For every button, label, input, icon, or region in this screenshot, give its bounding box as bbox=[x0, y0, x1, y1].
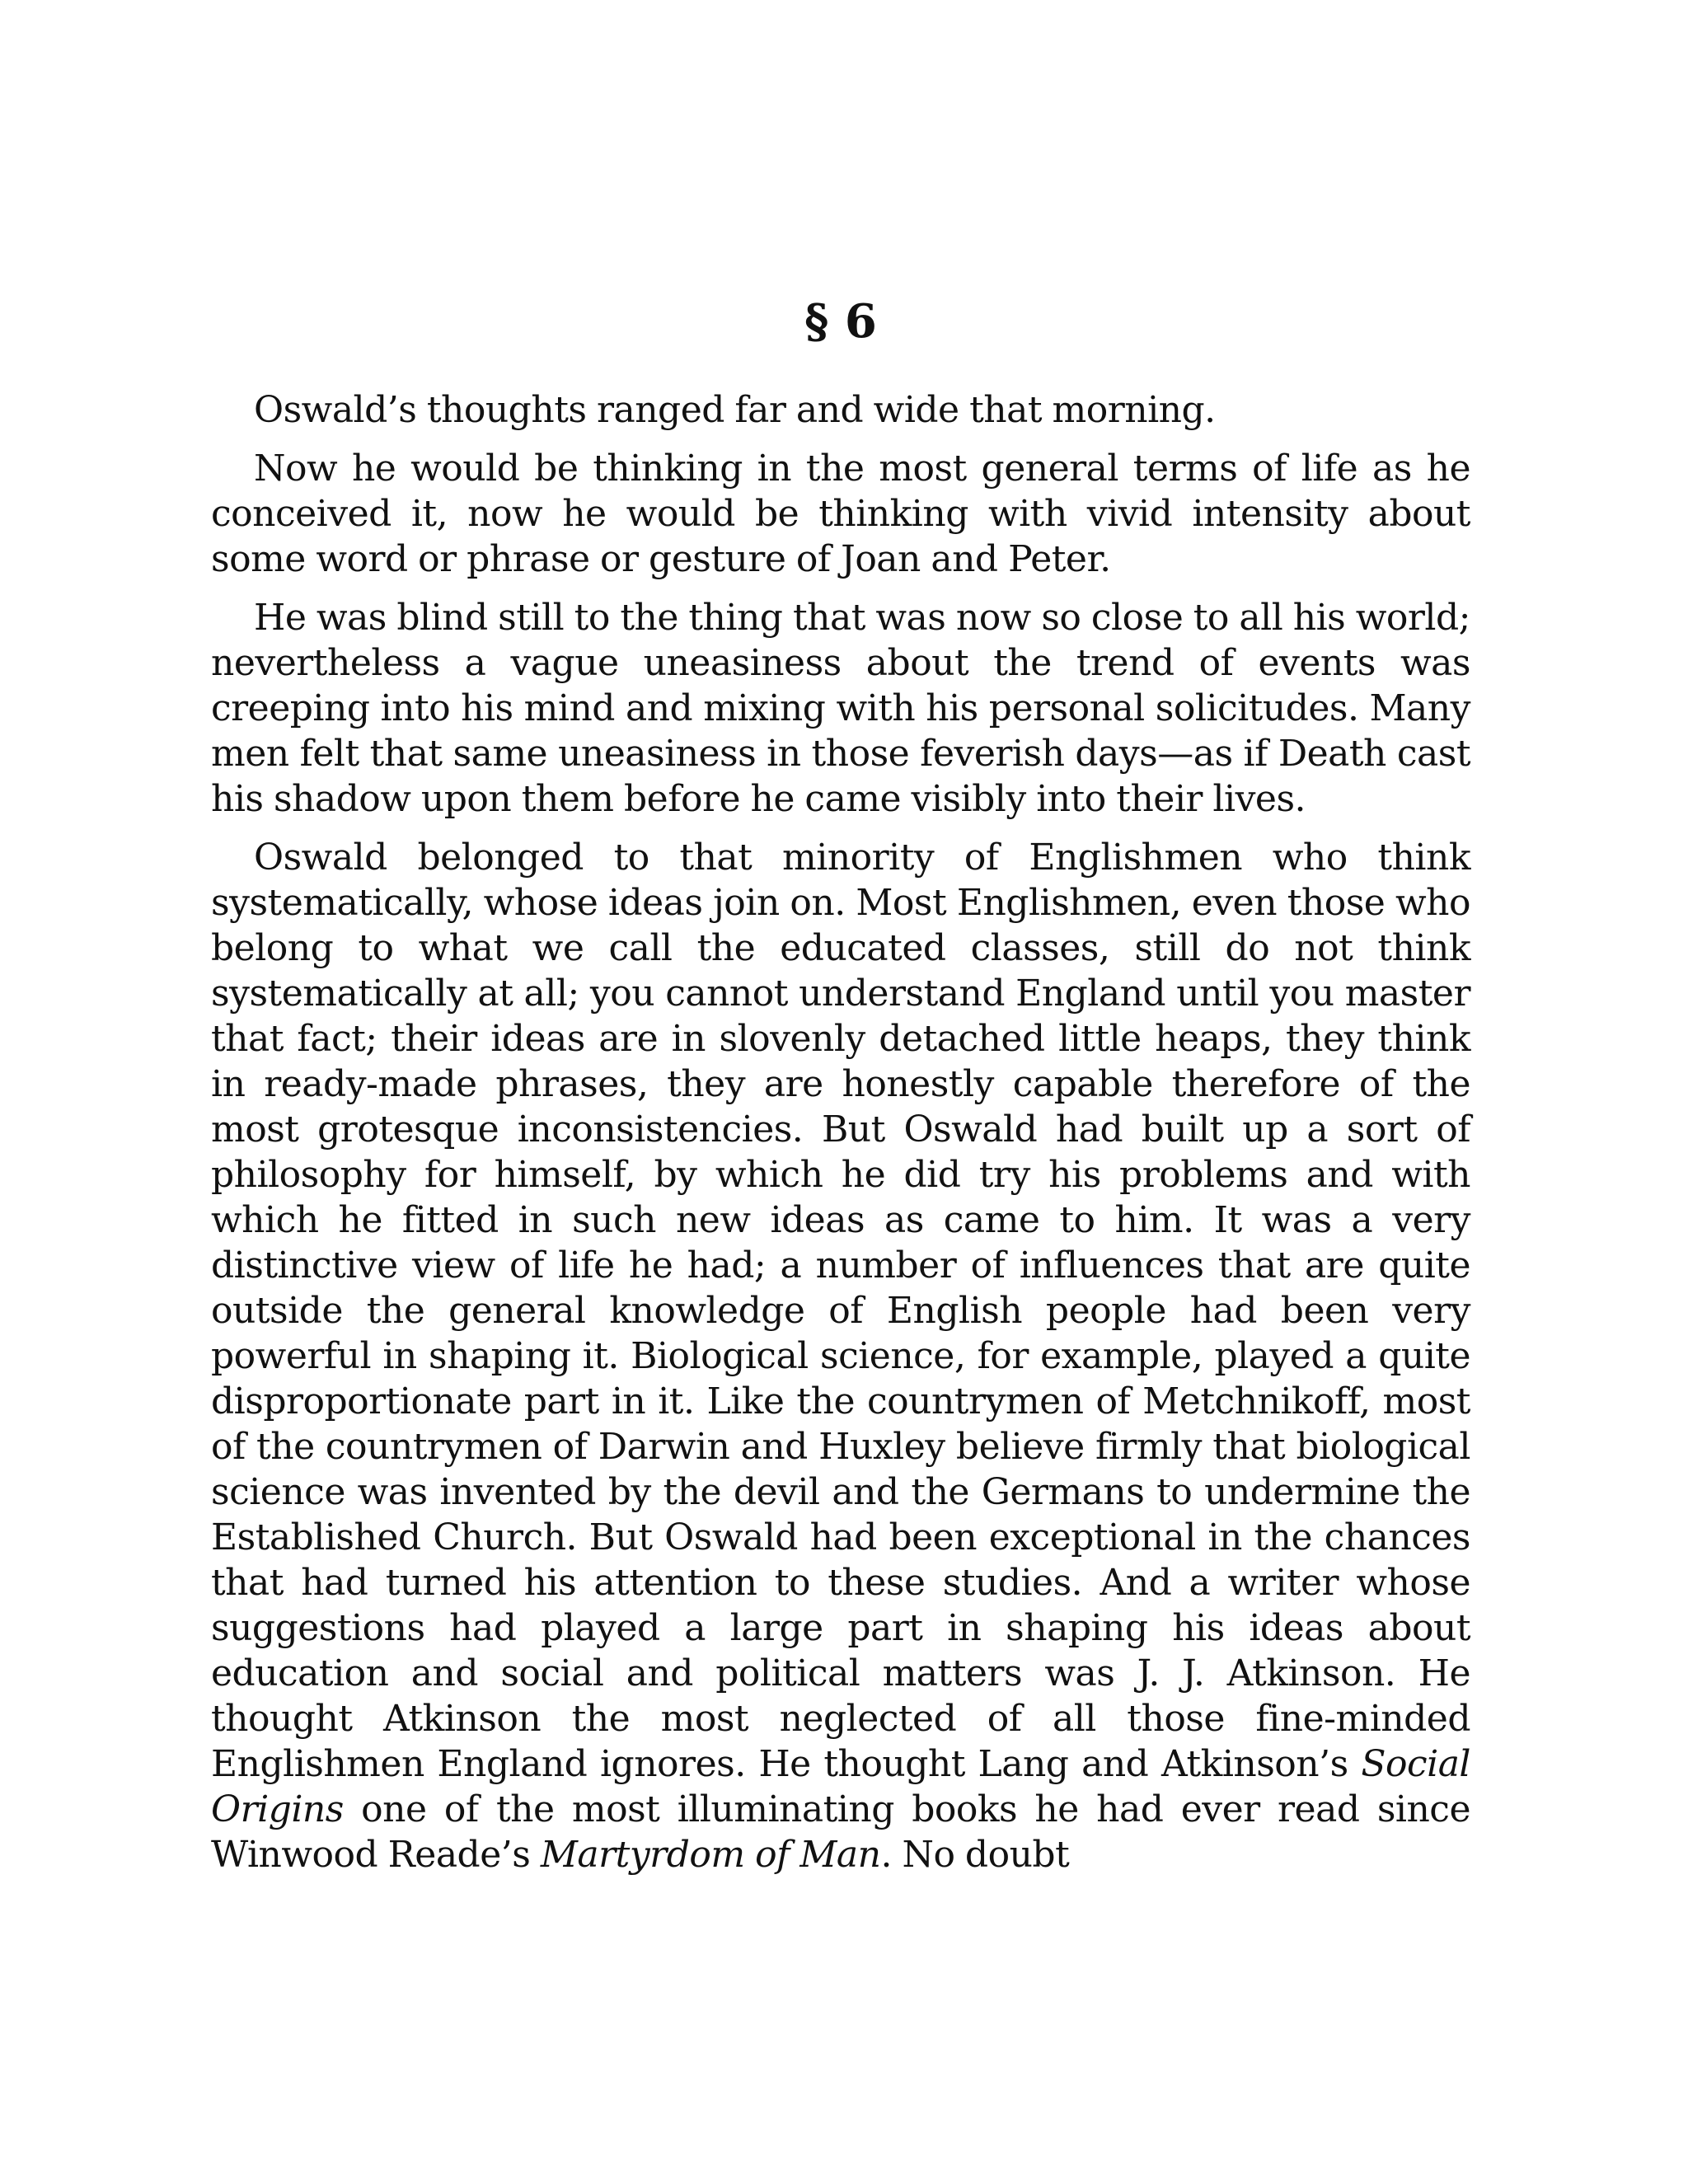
paragraph-4 bbox=[211, 835, 1470, 1877]
book-title-martyrdom-of-man: Martyrdom of Man bbox=[540, 1834, 881, 1876]
section-heading: § 6 bbox=[804, 294, 877, 349]
paragraph-4-text-1: Oswald belonged to that minority of Englishmen who think systematically, whose ideas join on. Most Englishmen, even those who belong to what we call the educated classes, still do not think systematically at all; you cannot understand England until you master that fact; their ideas are in slovenly detached little heaps, they think in ready-made phrases, they are honestly capable therefore of the most grotesque inconsistencies. But Oswald had built up a sort of philosophy for himself, by which he did try his problems and with which he fitted in such new ideas as came to him. It was a very distinctive view of life he had; a number of influences that are quite outside the general knowledge of English people had been very powerful in shaping it. Biological science, for example, played a quite disproportionate part in it. Like the countrymen of Metchnikoff, most of the countrymen of Darwin and Huxley believe firmly that biological science was invented by the devil and the Germans to undermine the Established Church. But Oswald had been exceptional in the chances that had turned his attention to these studies. And a writer whose suggestions had played a large part in shaping his ideas about education and social and political matters was J. J. Atkinson. He thought Atkinson the most neglected of all those fine-minded Englishmen England ignores. He thought Lang and Atkinson’s bbox=[211, 837, 1470, 1785]
book-title-social-origins: Social Origins bbox=[211, 1743, 1470, 1830]
paragraph-2: Now he would be thinking in the most general terms of life as he conceived it, now he would be thinking with vivid intensity about some word or phrase or gesture of Joan and Peter. bbox=[211, 448, 1470, 580]
paragraph-4-text-2: one of the most illuminating books he had ever read since Winwood Reade’s bbox=[211, 1788, 1470, 1876]
paragraph-3: He was blind still to the thing that was now so close to all his world; nevertheless a vague uneasiness about the trend of events was creeping into his mind and mixing with his personal solicitudes. Many men felt that same uneasiness in those feverish days—as if Death cast his shadow upon them before he came visibly into their lives. bbox=[211, 597, 1470, 820]
paragraph-1: Oswald’s thoughts ranged far and wide that morning. bbox=[254, 389, 1216, 431]
paragraph-4-text-3: . No doubt bbox=[880, 1834, 1070, 1876]
book-page bbox=[211, 288, 1470, 1891]
